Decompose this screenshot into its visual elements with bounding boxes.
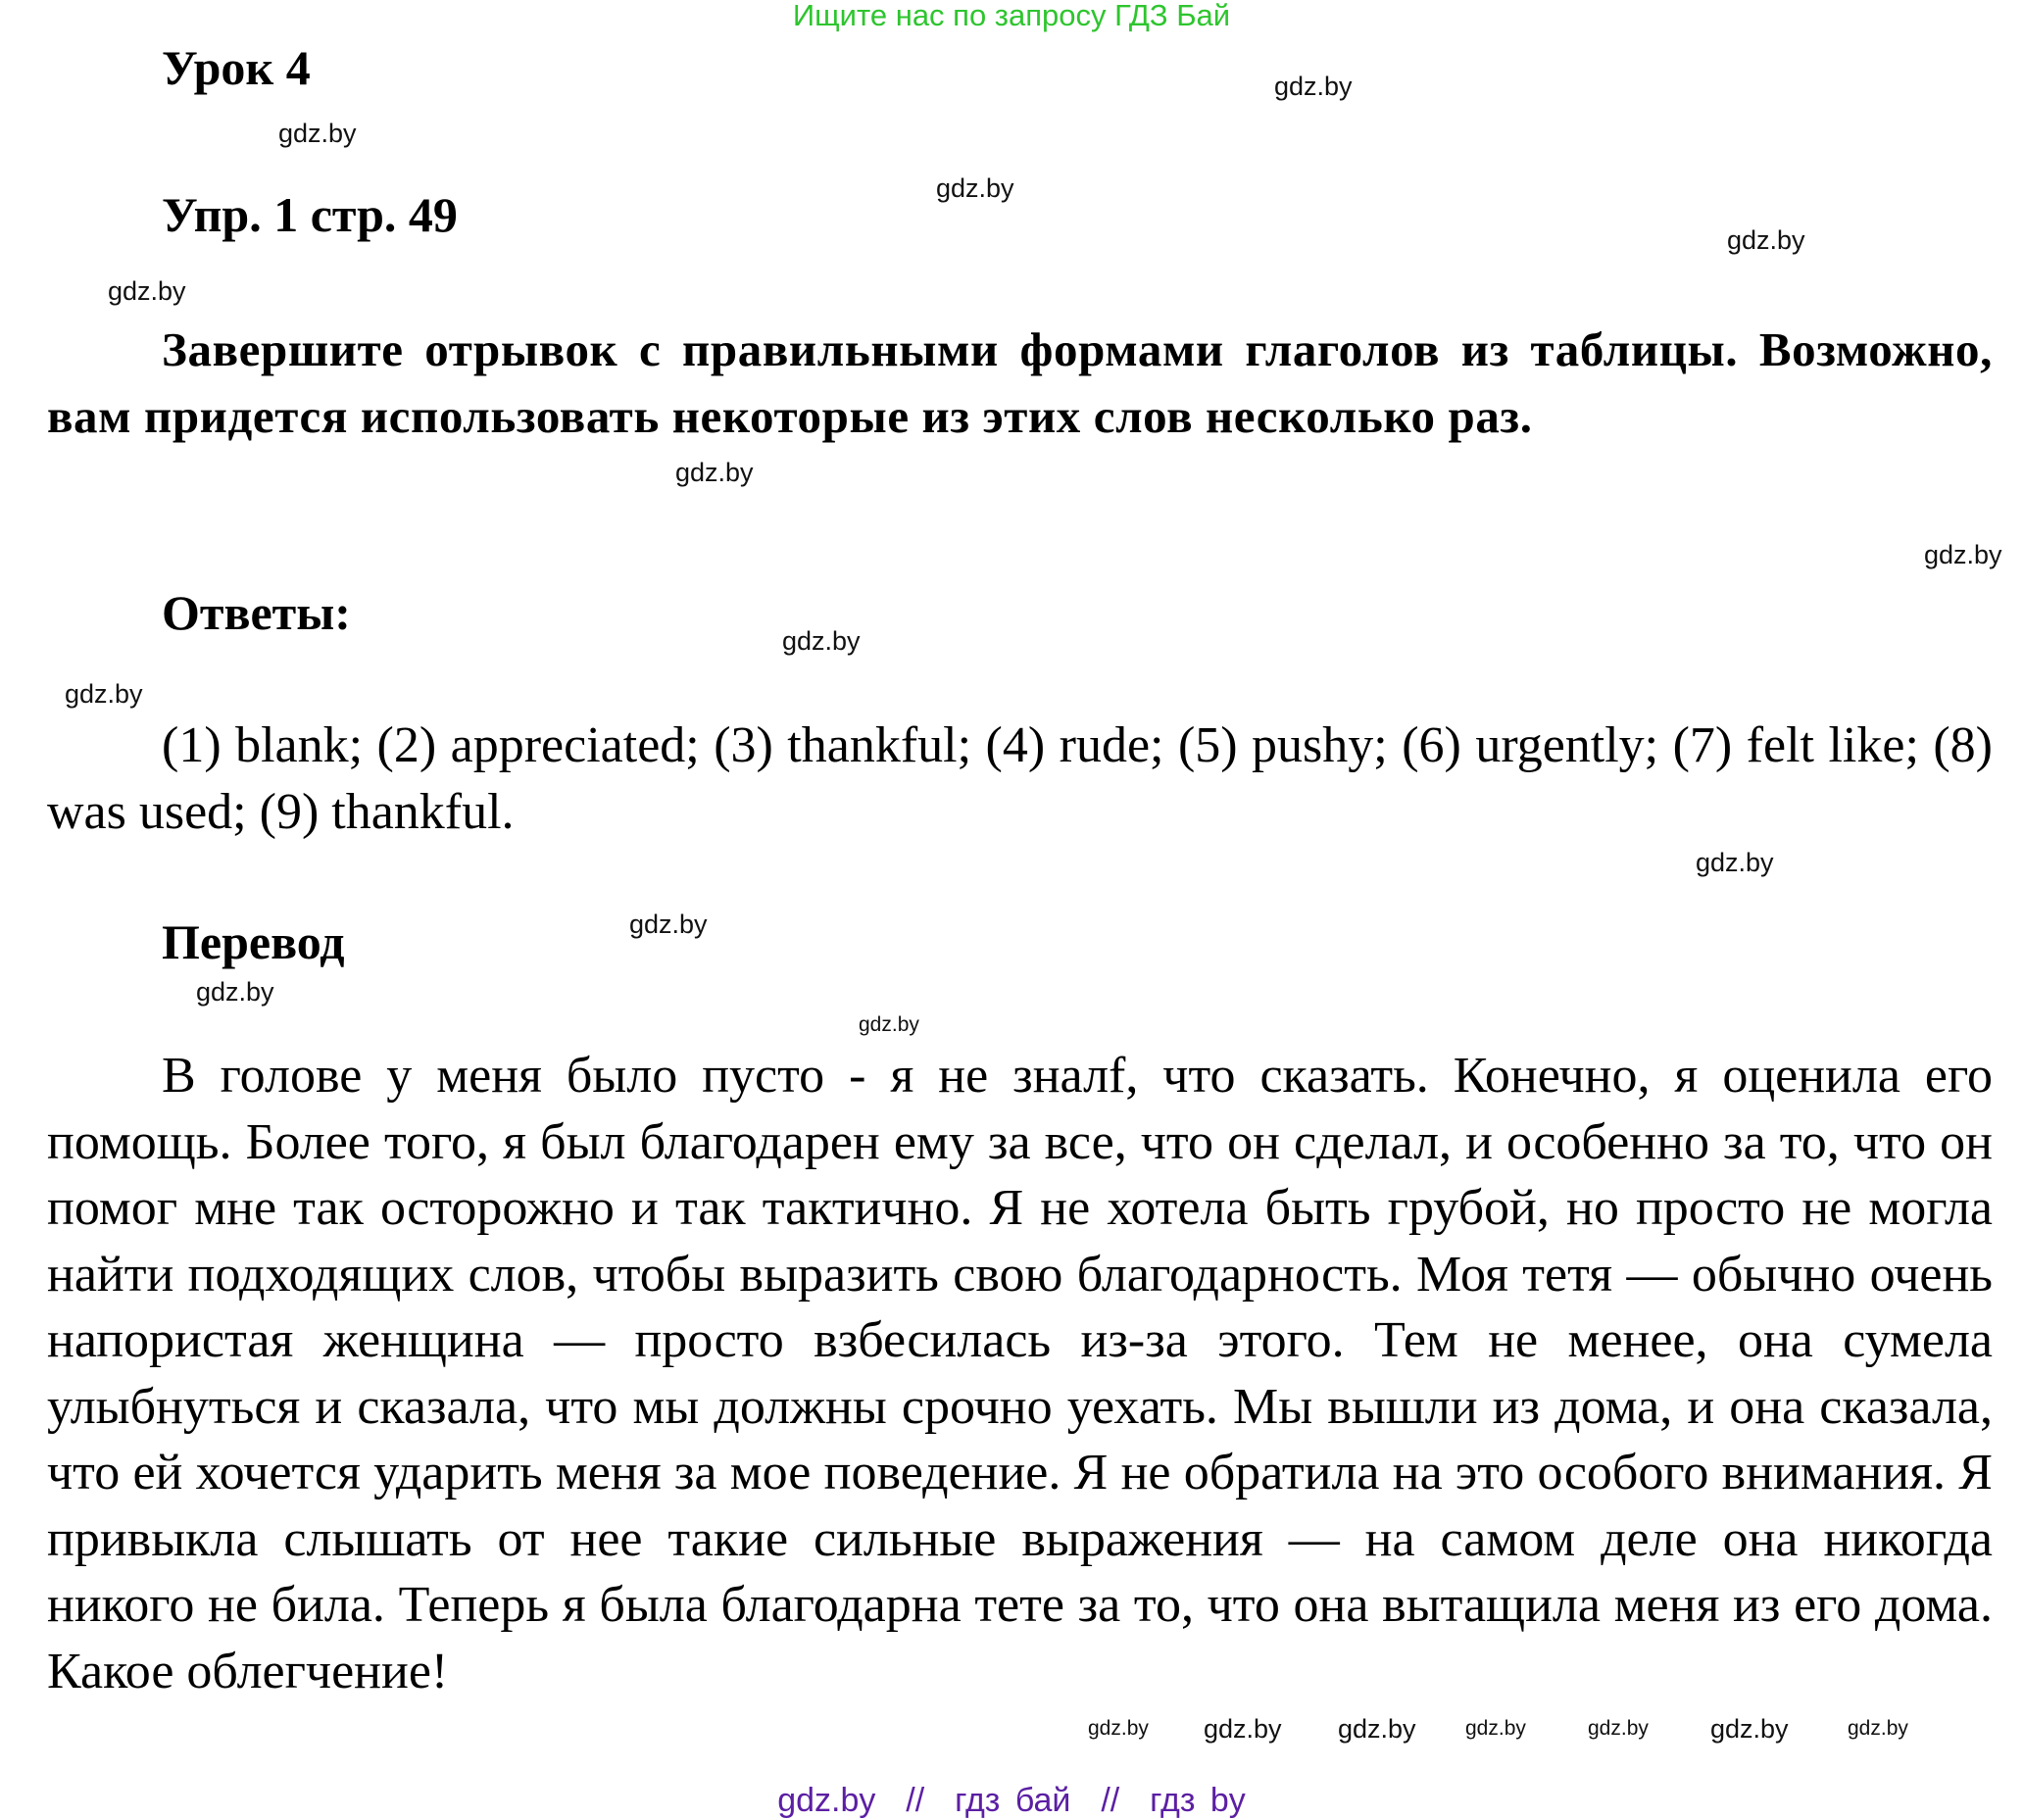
exercise-title: Упр. 1 стр. 49 xyxy=(162,187,458,242)
watermark: gdz.by xyxy=(1924,540,2002,569)
watermark: gdz.by xyxy=(1696,848,1774,877)
watermark: gdz.by xyxy=(1465,1717,1526,1740)
watermark: gdz.by xyxy=(936,173,1014,203)
lesson-title: Урок 4 xyxy=(162,40,311,95)
watermark: gdz.by xyxy=(1588,1717,1649,1740)
watermark: gdz.by xyxy=(629,910,708,939)
watermark: gdz.by xyxy=(1204,1714,1282,1744)
watermark: gdz.by xyxy=(65,679,143,709)
watermark: gdz.by xyxy=(1338,1714,1416,1744)
watermark: gdz.by xyxy=(1088,1717,1149,1740)
watermark: gdz.by xyxy=(859,1013,919,1036)
watermark: gdz.by xyxy=(1710,1714,1789,1744)
watermark: gdz.by xyxy=(1274,72,1353,101)
watermark: gdz.by xyxy=(278,119,357,148)
translation-text: В голове у меня было пусто - я не зналf, что сказать. Конечно, я оценила его помощь. Более того, я был благодарен ему за все, что он сделал, и особенно за то, что он помог мне так осторожно и так тактично. Я не хотела быть грубой, но просто не могла найти подходящих слов, чтобы выразить свою благодарность. Моя тетя — обычно очень напористая женщина — просто взбесилась из-за этого. Тем не менее, она сумела улыбнуться и сказала, что мы должны срочно уехать. Мы вышли из дома, и она сказала, что ей хочется ударить меня за мое поведение. Я не обратила на это особого внимания. Я привыкла слышать от нее такие сильные выражения — на самом деле она никогда никого не била. Теперь я была благодарна тете за то, что она вытащила меня из его дома. Какое облегчение! xyxy=(47,1048,1993,1699)
watermark: gdz.by xyxy=(782,626,861,656)
answers-heading: Ответы: xyxy=(162,585,351,640)
watermark: gdz.by xyxy=(1727,225,1805,255)
answers-text: (1) blank; (2) appreciated; (3) thankful; (4) rude; (5) pushy; (6) urgently; (7) felt like; (8) was used; (9) thankful. xyxy=(47,717,1993,840)
watermark: gdz.by xyxy=(196,977,274,1007)
watermark: gdz.by xyxy=(108,276,186,306)
search-banner: Ищите нас по запросу ГДЗ Бай xyxy=(792,0,1231,32)
translation-heading: Перевод xyxy=(162,914,345,969)
footer-links: gdz.by // гдз бай // гдз by xyxy=(777,1782,1246,1819)
exercise-instruction: Завершите отрывок с правильными формами глаголов из таблицы. Возможно, вам придется использовать некоторые из этих слов несколько раз. xyxy=(47,322,1993,443)
watermark: gdz.by xyxy=(675,458,754,487)
watermark: gdz.by xyxy=(1848,1717,1908,1740)
